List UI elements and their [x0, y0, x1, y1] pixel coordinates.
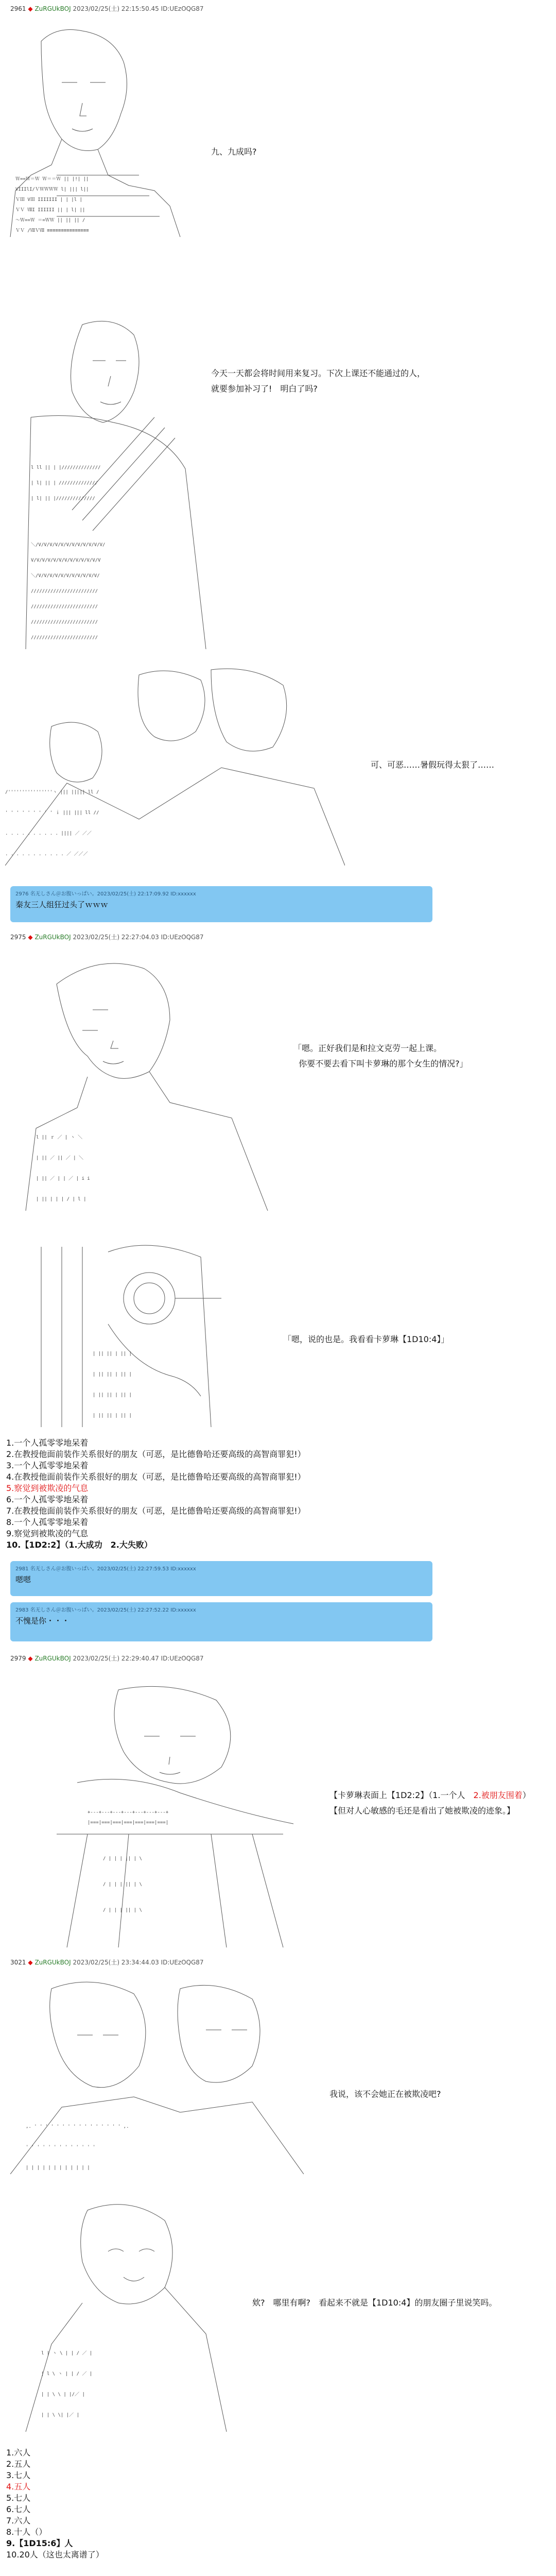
ascii-art-student-turned — [5, 21, 190, 237]
list-item: 5.七人 — [6, 2493, 31, 2503]
svg-text:| || || | || |: | || || | || | — [93, 1393, 132, 1398]
svg-text:. . . . . . . . . . |||| ／: . . . . . . . . . . |||| ／ ／／ — [5, 831, 92, 836]
reply-box — [10, 1602, 432, 1641]
list-item: 1.一个人孤零零地呆着 — [6, 1438, 89, 1448]
svg-text:ＶＶ /ⅧＶⅧ ≡≡≡≡≡≡≡≡≡≡≡≡≡≡≡: ＶＶ /ⅧＶⅧ ≡≡≡≡≡≡≡≡≡≡≡≡≡≡≡ — [15, 228, 89, 233]
svg-text:l | ヽ \ | | / ／ |: l | ヽ \ | | / ／ | — [41, 2351, 93, 2356]
svg-text:,. ' ' ' ' ' ' ' ' ' ' ' ' ' ': ,. ' ' ' ' ' ' ' ' ' ' ' ' ' ' ' ' ,. — [26, 2124, 129, 2129]
dialogue-highlight: 2.被朋友围着 — [473, 1790, 523, 1800]
svg-text:～Ｗ==Ｗ ＝=ＷＷ || || || /: ～Ｗ==Ｗ ＝=ＷＷ || || || / — [15, 218, 85, 223]
ascii-art-friend-smiling — [10, 2190, 237, 2432]
list-item: 4.在教授他面前装作关系很好的朋友（可恶，是比德鲁哈还要高级的高智商罪犯!） — [6, 1472, 306, 1482]
svg-text:' ' ' ' ' ' ' ' ' ｉ ||| |||: ' ' ' ' ' ' ' ' ' ｉ ||| ||| ll // — [5, 810, 99, 816]
dialogue-line: 可、可恶……暑假玩得太狠了…… — [371, 760, 495, 770]
svg-text:////////////////////////: //////////////////////// — [31, 604, 98, 609]
reply-body: 不愧是你・・・ — [15, 1616, 70, 1625]
svg-text:////////////////////////: //////////////////////// — [31, 620, 98, 625]
svg-text:＼/V/V/V/V/V/V/V/V/V/V/V/V/: ＼/V/V/V/V/V/V/V/V/V/V/V/V/ — [31, 543, 106, 548]
list-item: 1.六人 — [6, 2448, 31, 2458]
svg-text:+---+---+---+---+---+---+---+: +---+---+---+---+---+---+---+ — [88, 1810, 169, 1815]
svg-text:| || | | | / | l |: | || | | | / | l | — [36, 1197, 86, 1202]
reply-header: 2983 名无しさん＠お腹いっぱい。2023/02/25(土) 22:27:52.22 ID:xxxxxx — [15, 1607, 196, 1613]
svg-text:| || || | || |: | || || | || | — [93, 1351, 132, 1357]
post-meta: 2023/02/25(土) 22:29:40.47 ID:UEzOQG87 — [73, 1655, 204, 1662]
post-meta: 2023/02/25(土) 22:15:50.45 ID:UEzOQG87 — [73, 5, 204, 12]
svg-text:' ' ' ' ' ' ' ' ' ': ' ' ' ' ' ' ' ' ' ' ' ' ' — [26, 2145, 96, 2150]
list-item: 9.察觉到被欺凌的气息 — [6, 1529, 89, 1538]
svg-text:| | \ \| |／ |: | | \ \| |／ | — [41, 2413, 80, 2418]
list-item: 6.七人 — [6, 2504, 31, 2514]
svg-text:| l \ ヽ | | / ／ |: | l \ ヽ | | / ／ | — [41, 2371, 93, 2377]
svg-text:| || ／ || ／ | ＼: | || ／ || ／ | ＼ — [36, 1156, 84, 1161]
svg-text:. . . . . . . . . . . ／ ／／／: . . . . . . . . . . . ／ ／／／ — [5, 852, 88, 857]
dialogue-line: 九、九成吗? — [211, 147, 257, 157]
svg-text:＼/V/V/V/V/V/V/V/V/V/V/V/: ＼/V/V/V/V/V/V/V/V/V/V/V/ — [31, 573, 100, 579]
svg-text:| l| || |//////////////: | l| || |////////////// — [31, 496, 95, 501]
svg-text:| | \ \ | |/／ |: | | \ \ | |/／ | — [41, 2392, 85, 2397]
svg-text:| l| || | //////////////: | l| || | ////////////// — [31, 481, 98, 486]
poster-name: ZuRGUkBOJ — [34, 1655, 71, 1662]
ascii-art-three-students — [5, 665, 345, 866]
svg-text:////////////////////////: //////////////////////// — [31, 635, 98, 640]
ascii-art-mao-worried — [10, 1978, 304, 2174]
post-header — [10, 933, 204, 941]
list-item: 8.一个人孤零零地呆着 — [6, 1517, 89, 1527]
svg-text:Ｗ==Ｗ＝Ｗ Ｗ＝＝Ｗ || |!| ||: Ｗ==Ｗ＝Ｗ Ｗ＝＝Ｗ || |!| || — [15, 177, 89, 182]
list-item: 3.一个人孤零零地呆着 — [6, 1461, 89, 1470]
list-item: 7.在教授他面前装作关系很好的朋友（可恶，是比德鲁哈还要高级的高智商罪犯!） — [6, 1506, 306, 1516]
svg-text:/ | | | || | \: / | | | || | \ — [103, 1856, 142, 1861]
svg-text:l ll || | |//////////////: l ll || | |////////////// — [31, 465, 101, 470]
svg-text:V/V/V/V/V/V/V/V/V/V/V/V/V: V/V/V/V/V/V/V/V/V/V/V/V/V — [31, 558, 101, 563]
dialogue-fragment: 【卡萝琳表面上【1D2:2】（1.一个人 — [329, 1790, 474, 1800]
svg-text:|===|===|===|===|===|===|===|: |===|===|===|===|===|===|===| — [88, 1820, 169, 1825]
dice-choice-list — [6, 2447, 104, 2561]
list-item: 7.六人 — [6, 2516, 31, 2526]
list-item: 8.十人（） — [6, 2527, 47, 2537]
svg-text:| | | | | | | | | |: | | | | | | | | | | | | — [26, 2165, 90, 2171]
trip-mark: ◆ — [28, 934, 33, 941]
svg-text:/''''''''''''''''ヽ ||| |||: /''''''''''''''''ヽ ||| ||||| ll / — [5, 790, 99, 795]
reply-box — [10, 1561, 432, 1596]
trip-mark: ◆ — [28, 1959, 33, 1966]
svg-text:ＶⅢ VⅢ IIIIIII | | |l |: ＶⅢ VⅢ IIIIIII | | |l | — [15, 197, 82, 202]
reply-body: 秦友三人组狂过头了ｗｗｗ — [15, 900, 109, 909]
dialogue-fragment: ） — [522, 1790, 531, 1800]
list-item: 9.【1D15:6】人 — [6, 2538, 73, 2548]
post-header — [10, 1654, 204, 1663]
svg-text:VIIIlI/ＶＷＷＷＷ l| ||| l||: VIIIlI/ＶＷＷＷＷ l| ||| l|| — [15, 187, 89, 192]
post-header — [10, 1958, 204, 1967]
svg-text:l || ｒ ／ | ヽ ＼: l || ｒ ／ | ヽ ＼ — [36, 1135, 83, 1140]
list-item: 6.一个人孤零零地呆着 — [6, 1495, 89, 1504]
ascii-art-caroline — [26, 1680, 314, 1947]
svg-text:| || || | || |: | || || | || | — [93, 1413, 132, 1418]
ascii-art-mao-profile — [15, 953, 273, 1211]
post-meta: 2023/02/25(土) 23:34:44.03 ID:UEzOQG87 — [73, 1959, 204, 1966]
trip-mark: ◆ — [28, 5, 33, 12]
reply-header: 2976 名无しさん＠お腹いっぱい。2023/02/25(土) 22:17:09.92 ID:xxxxxx — [15, 891, 196, 897]
svg-text:ＶＶ ⅧI IIIIII || | l| ||: ＶＶ ⅧI IIIIII || | l| || — [15, 208, 85, 213]
list-item: 2.在教授他面前装作关系很好的朋友（可恶，是比德鲁哈还要高级的高智商罪犯!） — [6, 1449, 306, 1459]
svg-text:| || || | || |: | || || | || | — [93, 1372, 132, 1377]
svg-text:/ | | | || | \: / | | | || | \ — [103, 1908, 142, 1913]
list-item: 10.【1D2:2】（1.大成功 2.大失败） — [6, 1540, 152, 1550]
dialogue-line: 今天一天都会将时间用来复习。下次上课还不能通过的人， 就要参加补习了! 明白了吗? — [211, 368, 426, 394]
post-number: 3021 — [10, 1959, 26, 1966]
list-item-selected: 5.察觉到被欺凌的气息 — [6, 1483, 89, 1493]
svg-text:| || ／ | | ／ | i i: | || ／ | | ／ | i i — [36, 1176, 90, 1181]
dialogue-line: 「嗯。正好我们是和拉文克劳一起上课。 你要不要去看下叫卡萝琳的那个女生的情况?」 — [293, 1043, 468, 1069]
list-item: 2.五人 — [6, 2459, 31, 2469]
dialogue-line: 【但对人心敏感的毛还是看出了她被欺凌的迹象。】 — [329, 1806, 515, 1816]
post-number: 2979 — [10, 1655, 26, 1662]
poster-name: ZuRGUkBOJ — [34, 1959, 71, 1966]
post-meta: 2023/02/25(土) 22:27:04.03 ID:UEzOQG87 — [73, 934, 204, 941]
dialogue-line — [329, 1788, 531, 1803]
reply-body: 嗯嗯 — [15, 1575, 31, 1584]
dialogue-line: 「嗯，说的也是。我看看卡萝琳【1D10:4】」 — [283, 1334, 449, 1344]
post-number: 2975 — [10, 934, 26, 941]
post-number: 2961 — [10, 5, 26, 12]
trip-mark: ◆ — [28, 1655, 33, 1662]
poster-name: ZuRGUkBOJ — [34, 5, 71, 12]
poster-name: ZuRGUkBOJ — [34, 934, 71, 941]
dialogue-line: 欸? 哪里有啊? 看起来不就是【1D10:4】的朋友圈子里说笑吗。 — [252, 2298, 497, 2308]
ascii-art-teacher — [10, 314, 216, 649]
list-item: 10.20人（这也太离谱了） — [6, 2550, 104, 2560]
post-header — [10, 4, 204, 13]
svg-text:/ | | | || | \: / | | | || | \ — [103, 1882, 142, 1887]
reply-box — [10, 886, 432, 922]
list-item: 3.七人 — [6, 2470, 31, 2480]
reply-header: 2981 名无しさん＠お腹いっぱい。2023/02/25(土) 22:27:59.53 ID:xxxxxx — [15, 1566, 196, 1572]
list-item-selected: 4.五人 — [6, 2482, 31, 2492]
svg-text:////////////////////////: //////////////////////// — [31, 589, 98, 594]
dialogue-line: 我说，该不会她正在被欺凌吧? — [329, 2089, 441, 2099]
dice-choice-list — [6, 1437, 306, 1551]
ascii-art-glasses-boy — [15, 1242, 242, 1427]
